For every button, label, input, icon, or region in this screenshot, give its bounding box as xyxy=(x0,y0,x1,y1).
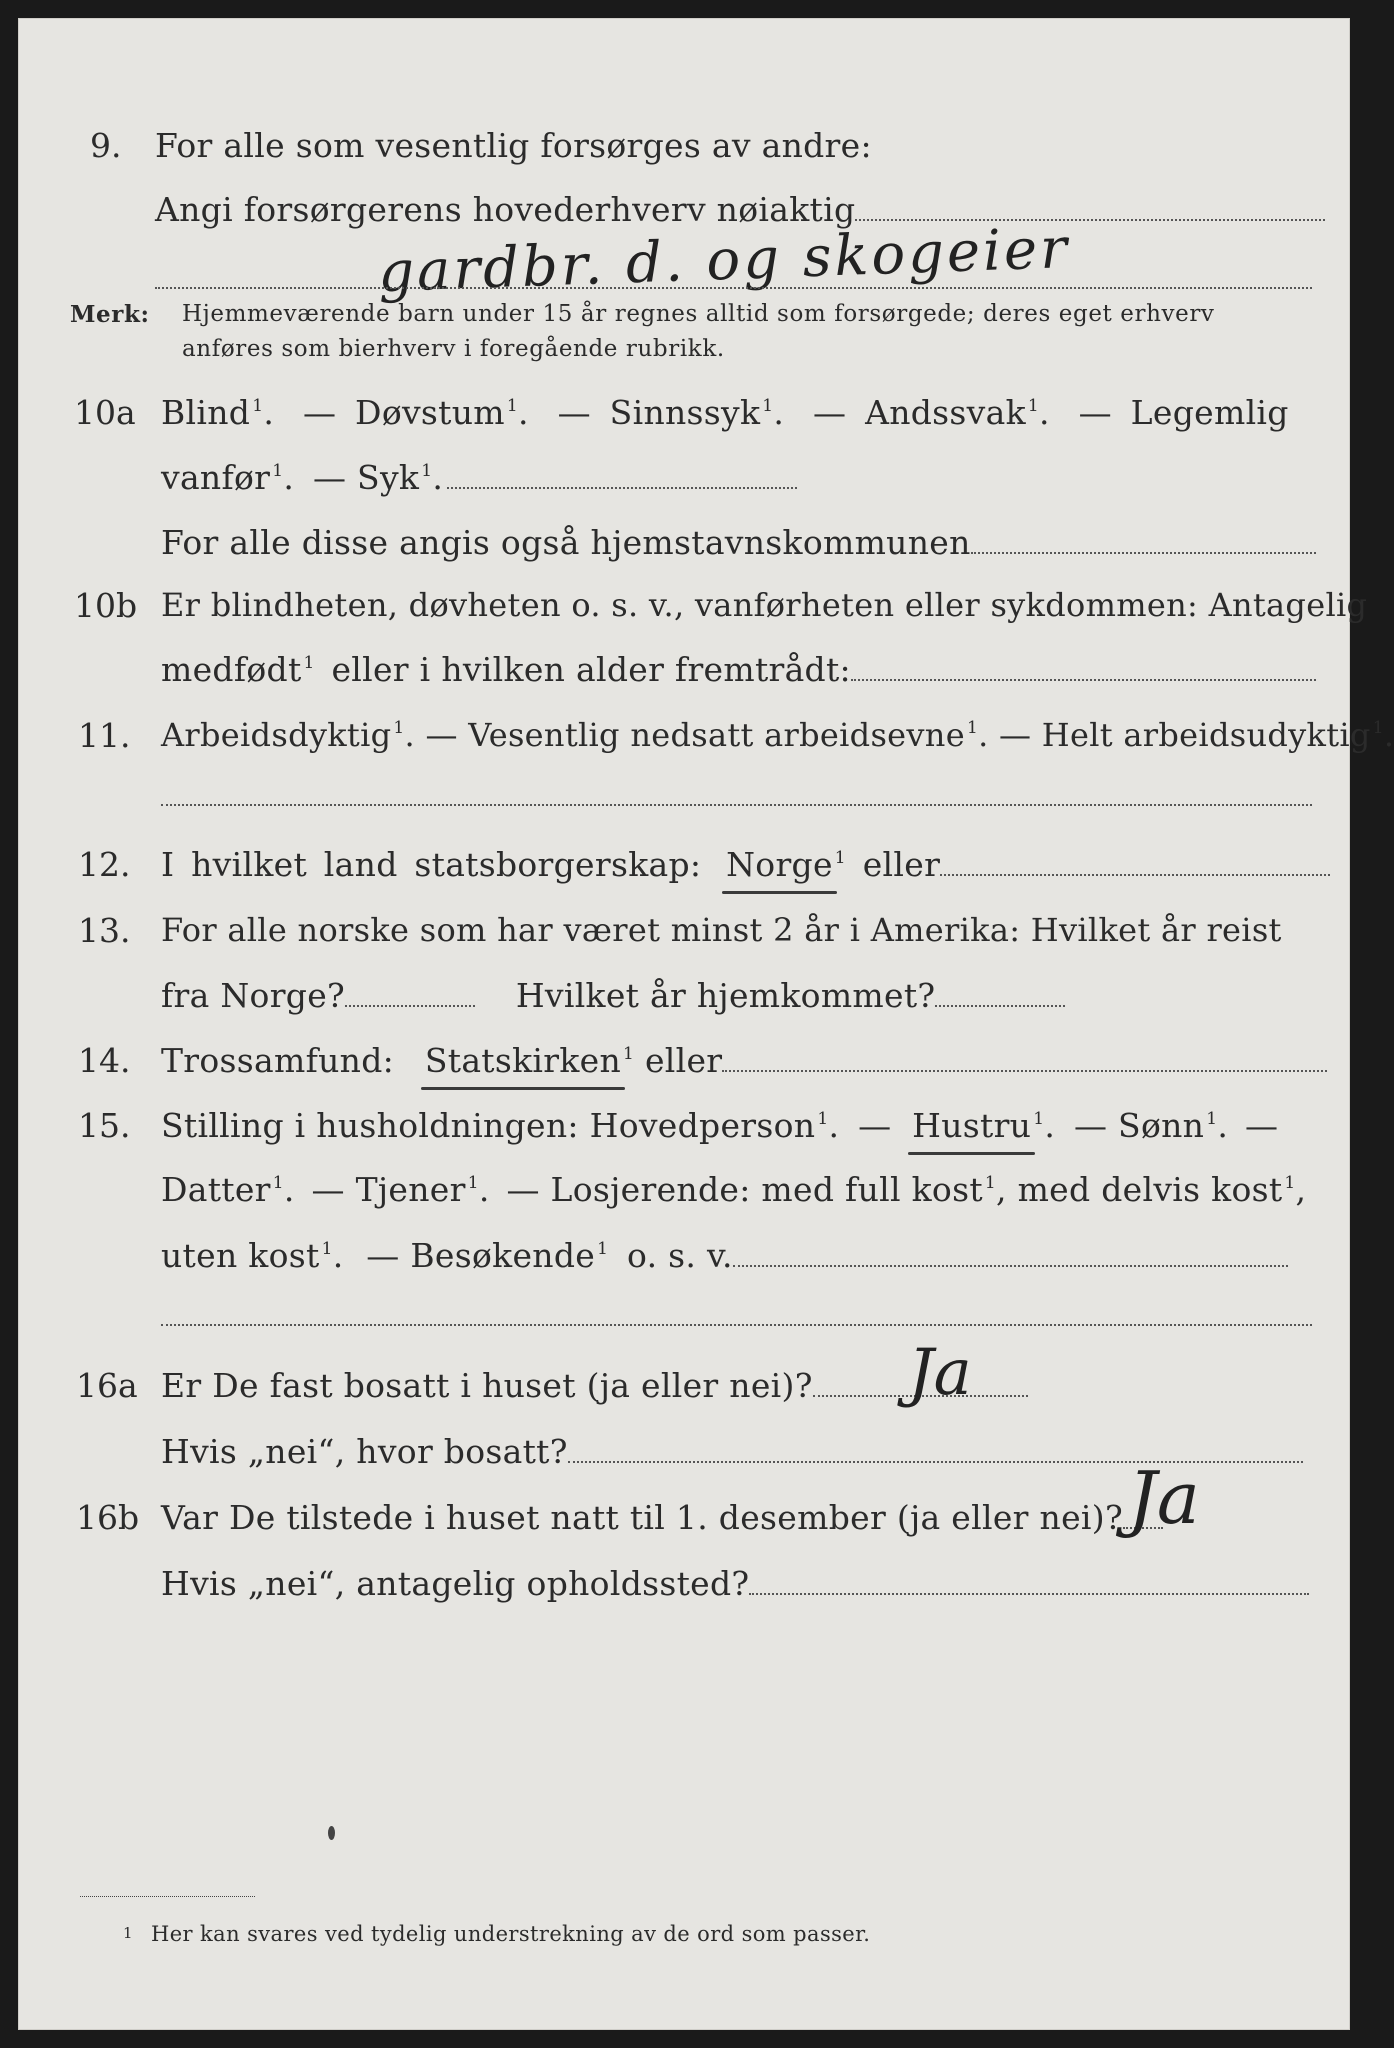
q16b-opholdssted-question: Hvis „nei“, antagelig opholdssted? xyxy=(161,1564,750,1603)
option-besokende: — Besøkende xyxy=(366,1236,596,1275)
q15-line1: Stilling i husholdningen: Hovedperson $^1$. — Hustru $^1$. — Sønn $^1$. — xyxy=(161,1106,1279,1145)
option-tjener: — Tjener xyxy=(311,1170,466,1209)
census-form-page xyxy=(18,18,1394,2030)
q10b-line2-text: eller i hvilken alder fremtrådt: xyxy=(331,650,851,689)
option-dovstum: — Døvstum xyxy=(302,393,505,432)
option-legemlig: — Legemlig xyxy=(1078,393,1289,432)
q12-eller: eller xyxy=(862,845,941,884)
option-nedsatt-arbeidsevne: — Vesentlig nedsatt arbeidsevne xyxy=(425,716,965,754)
q16a-bosatt-question: Hvis „nei“, hvor bosatt? xyxy=(161,1432,568,1471)
option-norge-underlined: Norge xyxy=(726,845,833,884)
q9-answer-line xyxy=(155,286,1312,289)
q10a-line1: Blind $^1$. — Døvstum $^1$. — Sinnssyk $^1$. — Andssvak $^1$. — Legemlig xyxy=(161,393,1289,432)
footnote-text: Her kan svares ved tydelig understrekning av de ord som passer. xyxy=(151,1922,871,1946)
q9-line1: For alle som vesentlig forsørges av andre: xyxy=(155,126,872,165)
q15-dash-end: — xyxy=(1244,1106,1279,1145)
q10a-line3-dots xyxy=(971,551,1316,554)
q10b-number: 10b xyxy=(74,586,138,625)
q10a-line3-text: For alle disse angis også hjemstavnskommunen xyxy=(161,523,971,562)
q11-line: Arbeidsdyktig $^1$. — Vesentlig nedsatt arbeidsevne $^1$. — Helt arbeidsudyktig $^1$. xyxy=(161,716,1394,754)
q11-answer-line xyxy=(161,803,1312,806)
bleed-through-text xyxy=(1098,1648,1106,1678)
option-sonn: — Sønn xyxy=(1073,1106,1205,1145)
q16b-number: 16b xyxy=(76,1498,140,1537)
q14-eller: eller xyxy=(644,1041,723,1080)
q16b-handwritten-answer: Ja xyxy=(1128,1456,1200,1540)
option-hustru-underlined: Hustru xyxy=(912,1106,1032,1145)
q16b-question: Var De tilstede i huset natt til 1. desember (ja eller nei)? xyxy=(161,1498,1123,1537)
q16b-line2 xyxy=(161,1564,1309,1603)
q15-answer-line xyxy=(161,1323,1312,1326)
q13-line2 xyxy=(161,976,1065,1015)
option-datter: Datter xyxy=(161,1170,271,1209)
option-arbeidsudyktig: — Helt arbeidsudyktig xyxy=(999,716,1371,754)
option-losjerende-full-kost: — Losjerende: med full kost xyxy=(506,1170,983,1209)
footnote-mark: 1 xyxy=(123,1924,133,1942)
q13-number: 13. xyxy=(78,911,131,950)
option-syk: — Syk xyxy=(312,458,420,497)
q16b-line1 xyxy=(161,1498,1163,1537)
q10a-line3 xyxy=(161,523,1316,562)
q10a-dotted-line xyxy=(447,486,797,489)
option-blind: Blind xyxy=(161,393,251,432)
merk-label: Merk: xyxy=(70,301,150,328)
q14-number: 14. xyxy=(78,1041,131,1080)
footnote-rule xyxy=(80,1896,255,1897)
q15-line3: uten kost $^1$. — Besøkende $^1$ o. s. v. xyxy=(161,1236,1288,1275)
q9-line2 xyxy=(155,190,1325,229)
q16a-line1 xyxy=(161,1366,1028,1405)
q13-reist-text: fra Norge? xyxy=(161,976,346,1015)
q10a-line2: vanfør $^1$. — Syk $^1$. xyxy=(161,458,797,497)
q10a-number: 10a xyxy=(74,393,136,432)
q11-number: 11. xyxy=(78,716,131,755)
q15-number: 15. xyxy=(78,1106,131,1145)
q14-line: Trossamfund: Statskirken $^1$ eller xyxy=(161,1041,1327,1080)
q9-number: 9. xyxy=(90,126,122,165)
q16b-opholdssted-dots xyxy=(749,1592,1309,1595)
q10b-line2: medfødt $^1$ eller i hvilken alder fremtrådt: xyxy=(161,650,1316,689)
option-arbeidsdyktig: Arbeidsdyktig xyxy=(161,716,392,754)
q10b-line1: Er blindheten, døvheten o. s. v., vanførheten eller sykdommen: Antagelig xyxy=(161,586,1368,624)
option-medfodt: medfødt xyxy=(161,650,302,689)
option-sinnssyk: — Sinnssyk xyxy=(557,393,761,432)
q13-reist-dots xyxy=(345,1004,475,1007)
option-uten-kost: uten kost xyxy=(161,1236,320,1275)
ink-blot xyxy=(328,1826,335,1840)
q16a-question: Er De fast bosatt i huset (ja eller nei)? xyxy=(161,1366,813,1405)
q12-number: 12. xyxy=(78,845,131,884)
q13-line1: For alle norske som har været minst 2 år i Amerika: Hvilket år reist xyxy=(161,911,1282,949)
option-hovedperson: Stilling i husholdningen: Hovedperson xyxy=(161,1106,816,1145)
q12-line: I hvilket land statsborgerskap: Norge $^1$ eller xyxy=(161,845,1330,884)
q13-hjemkommet-dots xyxy=(935,1004,1065,1007)
q14-dotted-line xyxy=(722,1069,1327,1072)
q15-line2: Datter $^1$. — Tjener $^1$. — Losjerende: med full kost $^1$, med delvis kost $^1$, xyxy=(161,1170,1307,1209)
option-andssvak: — Andssvak xyxy=(812,393,1026,432)
q16a-number: 16a xyxy=(76,1366,138,1405)
option-delvis-kost: , med delvis kost xyxy=(996,1170,1283,1209)
q15-dash: — xyxy=(858,1106,892,1145)
q12-dotted-line xyxy=(940,873,1330,876)
merk-line1: Hjemmeværende barn under 15 år regnes alltid som forsørgede; deres eget erhverv xyxy=(182,301,1215,327)
q12-text: I hvilket land statsborgerskap: xyxy=(161,845,702,884)
q13-hjemkommet-text: Hvilket år hjemkommet? xyxy=(515,976,936,1015)
q15-osv: o. s. v. xyxy=(627,1236,733,1275)
option-statskirken-underlined: Statskirken xyxy=(424,1041,622,1080)
q9-handwritten-answer: gardbr. d. og skogeier xyxy=(377,215,1071,306)
q16a-handwritten-answer: Ja xyxy=(908,1336,972,1410)
merk-line2: anføres som bierhverv i foregående rubrikk. xyxy=(182,336,725,362)
q15-dotted-line xyxy=(733,1264,1288,1267)
q9-line2-text: Angi forsørgerens hovederhverv nøiaktig xyxy=(155,190,856,229)
option-vanfor: vanfør xyxy=(161,458,271,497)
q14-text: Trossamfund: xyxy=(161,1041,395,1080)
q10b-dotted-line xyxy=(851,678,1316,681)
